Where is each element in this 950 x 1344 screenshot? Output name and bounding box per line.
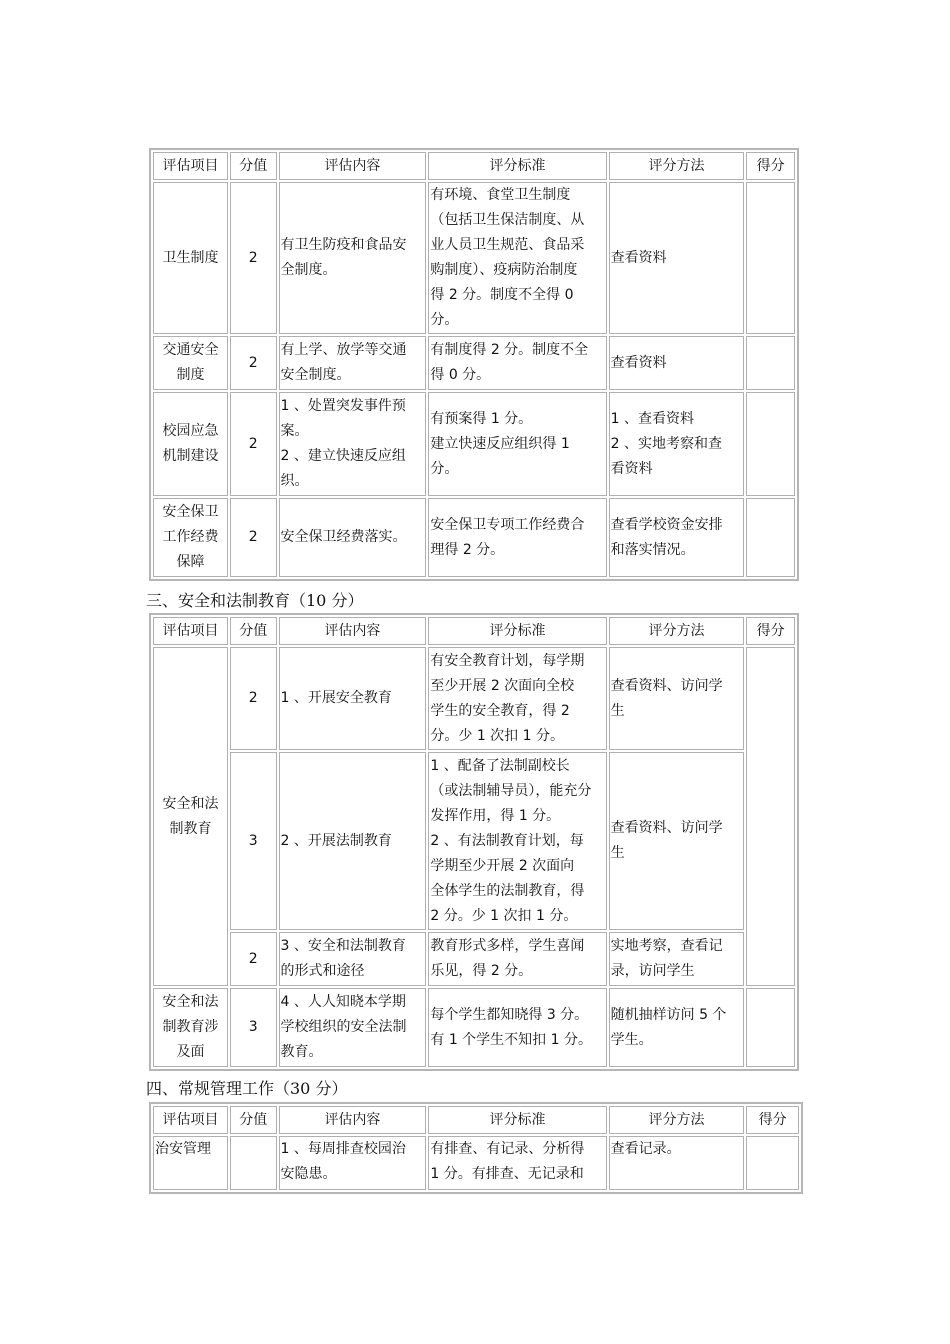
points-cell [746,336,795,390]
standard-cell: 有排查、有记录、分析得 1 分。有排查、无记录和 [428,1136,606,1190]
table-row [153,752,795,930]
table-row [153,336,795,390]
table-header-row [153,1106,799,1134]
score-cell: 2 [230,336,277,390]
method-cell: 查看记录。 [609,1136,745,1190]
item-cell: 治安管理 [153,1136,228,1190]
table-row [153,392,795,496]
content-cell: 4 、人人知晓本学期 学校组织的安全法制 教育。 [279,988,427,1067]
section-title-routine-management: 四、常规管理工作（30 分） [146,1079,348,1098]
score-cell: 2 [230,647,277,750]
header-method: 评分方法 [609,152,745,180]
method-cell: 查看资料、访问学 生 [609,752,745,930]
table-row [153,498,795,577]
method-cell: 1 、查看资料 2 、实地考察和查 看资料 [609,392,745,496]
points-cell [746,1136,799,1190]
standard-cell: 有环境、食堂卫生制度 （包括卫生保洁制度、从 业人员卫生规范、食品采 购制度）、疫病防治制度 得 2 分。制度不全得 0 分。 [428,182,606,334]
table-header-row [153,617,795,645]
score-cell [230,1136,277,1190]
header-points: 得分 [746,1106,799,1134]
score-cell: 3 [230,752,277,930]
points-cell [746,498,795,577]
evaluation-table-2 [149,613,799,1071]
header-content: 评估内容 [279,617,427,645]
method-cell: 查看学校资金安排 和落实情况。 [609,498,745,577]
table-row [153,988,795,1067]
table-row [153,182,795,334]
header-content: 评估内容 [279,152,427,180]
standard-cell: 有制度得 2 分。制度不全 得 0 分。 [428,336,606,390]
section-title-safety-legal-education: 三、安全和法制教育（10 分） [146,591,364,610]
content-cell: 1 、开展安全教育 [279,647,427,750]
table-row [153,932,795,986]
content-cell: 3 、安全和法制教育 的形式和途径 [279,932,427,986]
content-cell: 有卫生防疫和食品安 全制度。 [279,182,427,334]
points-cell [746,182,795,334]
header-score: 分值 [230,617,277,645]
score-cell: 2 [230,498,277,577]
content-cell: 2 、开展法制教育 [279,752,427,930]
method-cell: 实地考察，查看记 录，访问学生 [609,932,745,986]
header-standard: 评分标准 [428,617,606,645]
header-points: 得分 [746,152,795,180]
header-score: 分值 [230,152,277,180]
method-cell: 查看资料 [609,336,745,390]
header-standard: 评分标准 [428,152,606,180]
score-cell: 2 [230,182,277,334]
evaluation-table-3 [149,1102,803,1194]
score-cell: 2 [230,392,277,496]
header-score: 分值 [230,1106,277,1134]
item-cell: 交通安全 制度 [153,336,228,390]
item-cell: 校园应急 机制建设 [153,392,228,496]
header-method: 评分方法 [609,1106,745,1134]
header-item: 评估项目 [153,1106,228,1134]
points-cell [746,988,795,1067]
standard-cell: 有安全教育计划，每学期 至少开展 2 次面向全校 学生的安全教育，得 2 分。少 1 次扣 1 分。 [428,647,606,750]
content-cell: 1 、处置突发事件预 案。 2 、建立快速反应组 织。 [279,392,427,496]
table-header-row [153,152,795,180]
header-item: 评估项目 [153,152,228,180]
score-cell: 2 [230,932,277,986]
method-cell: 查看资料 [609,182,745,334]
standard-cell: 1 、配备了法制副校长 （或法制辅导员），能充分 发挥作用，得 1 分。 2 、有法制教育计划，每 学期至少开展 2 次面向 全体学生的法制教育，得 2 分。少 1 次扣 1 分。 [428,752,606,930]
evaluation-table-1 [149,148,799,581]
standard-cell: 每个学生都知晓得 3 分。 有 1 个学生不知扣 1 分。 [428,988,606,1067]
content-cell: 1 、每周排查校园治 安隐患。 [279,1136,427,1190]
header-item: 评估项目 [153,617,228,645]
standard-cell: 安全保卫专项工作经费合 理得 2 分。 [428,498,606,577]
item-cell: 卫生制度 [153,182,228,334]
method-cell: 查看资料、访问学 生 [609,647,745,750]
header-content: 评估内容 [279,1106,427,1134]
points-cell [746,392,795,496]
item-cell: 安全和法 制教育涉 及面 [153,988,228,1067]
points-cell [746,647,795,986]
content-cell: 安全保卫经费落实。 [279,498,427,577]
item-cell: 安全和法 制教育 [153,647,228,986]
header-standard: 评分标准 [428,1106,606,1134]
standard-cell: 有预案得 1 分。 建立快速反应组织得 1 分。 [428,392,606,496]
table-row [153,1136,799,1190]
standard-cell: 教育形式多样，学生喜闻 乐见，得 2 分。 [428,932,606,986]
score-cell: 3 [230,988,277,1067]
method-cell: 随机抽样访问 5 个 学生。 [609,988,745,1067]
table-row [153,647,795,750]
item-cell: 安全保卫 工作经费 保障 [153,498,228,577]
content-cell: 有上学、放学等交通 安全制度。 [279,336,427,390]
header-points: 得分 [746,617,795,645]
header-method: 评分方法 [609,617,745,645]
